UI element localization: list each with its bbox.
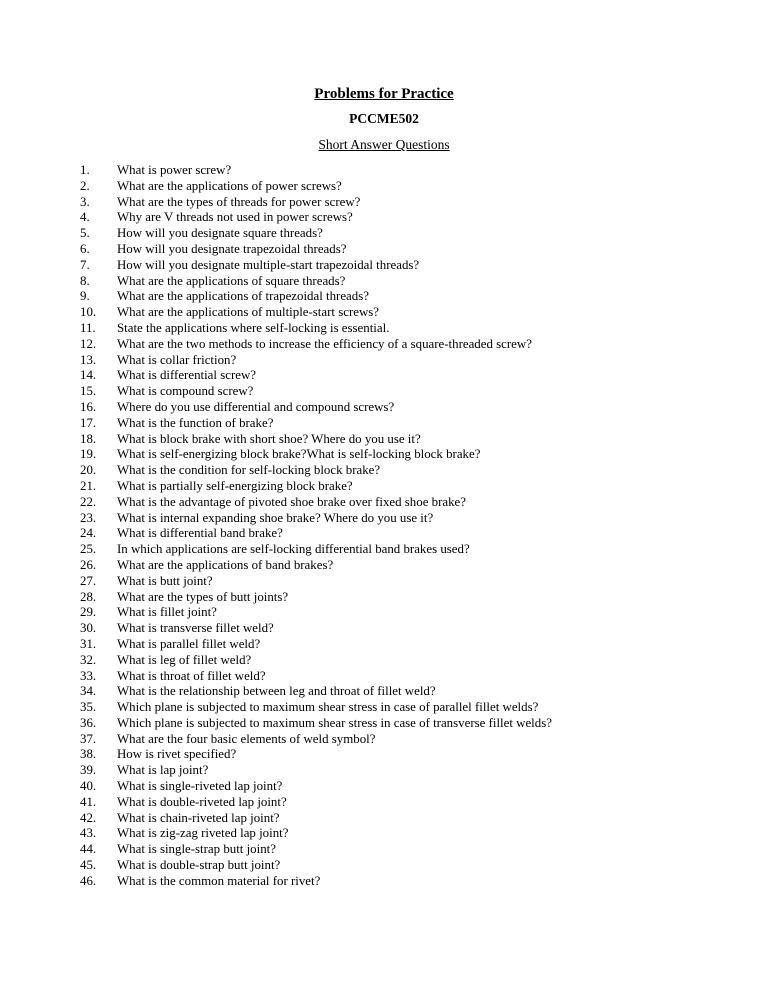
page-title: Problems for Practice — [314, 86, 454, 102]
question-number: 25. — [80, 542, 97, 557]
question-number: 6. — [80, 241, 90, 256]
question-text: What is throat of fillet weld? — [117, 668, 266, 683]
question-number: 28. — [80, 589, 97, 604]
question-text: What is lap joint? — [117, 763, 209, 778]
question-text: What is double-riveted lap joint? — [117, 794, 287, 809]
question-text: Which plane is subjected to maximum shear stress in case of transverse fillet welds? — [117, 715, 552, 730]
question-number: 27. — [80, 573, 97, 588]
question-text: What are the applications of square threads? — [117, 273, 346, 288]
question-text: What is single-strap butt joint? — [117, 842, 276, 857]
question-text: Why are V threads not used in power screws? — [117, 210, 353, 225]
question-text: What are the two methods to increase the efficiency of a square-threaded screw? — [117, 336, 532, 351]
question-number: 21. — [80, 478, 97, 493]
question-number: 5. — [80, 226, 90, 241]
question-number: 19. — [80, 447, 97, 462]
question-text: Which plane is subjected to maximum shear stress in case of parallel fillet welds? — [117, 700, 539, 715]
question-number: 32. — [80, 652, 97, 667]
question-number: 16. — [80, 399, 97, 414]
question-text: What is internal expanding shoe brake? Where do you use it? — [117, 510, 434, 525]
question-number: 1. — [80, 163, 90, 177]
course-code: PCCME502 — [349, 111, 419, 126]
question-number: 2. — [80, 178, 90, 193]
question-text: How will you designate trapezoidal threads? — [117, 241, 347, 256]
question-number: 7. — [80, 257, 90, 272]
question-number: 9. — [80, 289, 90, 304]
question-number: 20. — [80, 463, 97, 478]
question-text: What are the four basic elements of weld symbol? — [117, 731, 376, 746]
question-number: 40. — [80, 779, 97, 794]
question-text: What is chain-riveted lap joint? — [117, 810, 280, 825]
question-number: 22. — [80, 494, 97, 509]
question-text: What is parallel fillet weld? — [117, 636, 261, 651]
question-number: 4. — [80, 210, 90, 225]
question-text: What is double-strap butt joint? — [117, 858, 281, 873]
question-number: 35. — [80, 700, 97, 715]
question-text: State the applications where self-locking is essential. — [117, 320, 390, 335]
question-text: Where do you use differential and compound screws? — [117, 399, 395, 414]
question-text: What is self-energizing block brake?What is self-locking block brake? — [117, 447, 481, 462]
question-number: 34. — [80, 684, 97, 699]
question-number: 15. — [80, 384, 97, 399]
question-number: 30. — [80, 621, 97, 636]
question-number: 43. — [80, 826, 97, 841]
question-text: What is butt joint? — [117, 573, 213, 588]
question-number: 31. — [80, 636, 97, 651]
question-text: What are the applications of trapezoidal threads? — [117, 289, 369, 304]
question-number: 26. — [80, 557, 97, 572]
question-text: What are the applications of power screws? — [117, 178, 342, 193]
question-text: What is transverse fillet weld? — [117, 621, 274, 636]
question-text: What are the applications of band brakes? — [117, 557, 334, 572]
question-text: How is rivet specified? — [117, 747, 237, 762]
question-text: What are the types of butt joints? — [117, 589, 289, 604]
question-number: 38. — [80, 747, 97, 762]
question-text: What is partially self-energizing block brake? — [117, 478, 353, 493]
question-number: 14. — [80, 368, 97, 383]
question-text: How will you designate multiple-start trapezoidal threads? — [117, 257, 420, 272]
question-text: What is block brake with short shoe? Where do you use it? — [117, 431, 421, 446]
question-text: What is power screw? — [117, 163, 232, 177]
question-number: 39. — [80, 763, 97, 778]
question-text: How will you designate square threads? — [117, 226, 323, 241]
question-number: 45. — [80, 858, 97, 873]
question-text: What is leg of fillet weld? — [117, 652, 252, 667]
question-text: What are the applications of multiple-start screws? — [117, 305, 380, 320]
question-text: What is differential band brake? — [117, 526, 283, 541]
question-text: What is differential screw? — [117, 368, 256, 383]
question-number: 8. — [80, 273, 90, 288]
question-text: What is zig-zag riveted lap joint? — [117, 826, 289, 841]
question-number: 46. — [80, 873, 97, 888]
question-text: What is compound screw? — [117, 384, 254, 399]
question-number: 23. — [80, 510, 97, 525]
question-number: 37. — [80, 731, 97, 746]
question-number: 42. — [80, 810, 97, 825]
question-text: What is collar friction? — [117, 352, 237, 367]
question-number: 24. — [80, 526, 97, 541]
question-text: What is single-riveted lap joint? — [117, 779, 283, 794]
question-text: In which applications are self-locking differential band brakes used? — [117, 542, 470, 557]
question-number: 12. — [80, 336, 97, 351]
question-number: 36. — [80, 715, 97, 730]
question-text: What is the advantage of pivoted shoe brake over fixed shoe brake? — [117, 494, 466, 509]
question-number: 33. — [80, 668, 97, 683]
question-text: What is the condition for self-locking block brake? — [117, 463, 381, 478]
question-number: 29. — [80, 605, 97, 620]
question-number: 41. — [80, 794, 97, 809]
section-heading: Short Answer Questions — [318, 137, 450, 152]
question-text: What is the common material for rivet? — [117, 873, 321, 888]
question-text: What is the function of brake? — [117, 415, 274, 430]
question-number: 3. — [80, 194, 90, 209]
question-text: What are the types of threads for power screw? — [117, 194, 361, 209]
question-text: What is fillet joint? — [117, 605, 217, 620]
question-number: 10. — [80, 305, 97, 320]
question-number: 18. — [80, 431, 97, 446]
question-number: 44. — [80, 842, 97, 857]
question-number: 11. — [80, 320, 96, 335]
question-number: 13. — [80, 352, 97, 367]
question-number: 17. — [80, 415, 97, 430]
question-text: What is the relationship between leg and throat of fillet weld? — [117, 684, 436, 699]
